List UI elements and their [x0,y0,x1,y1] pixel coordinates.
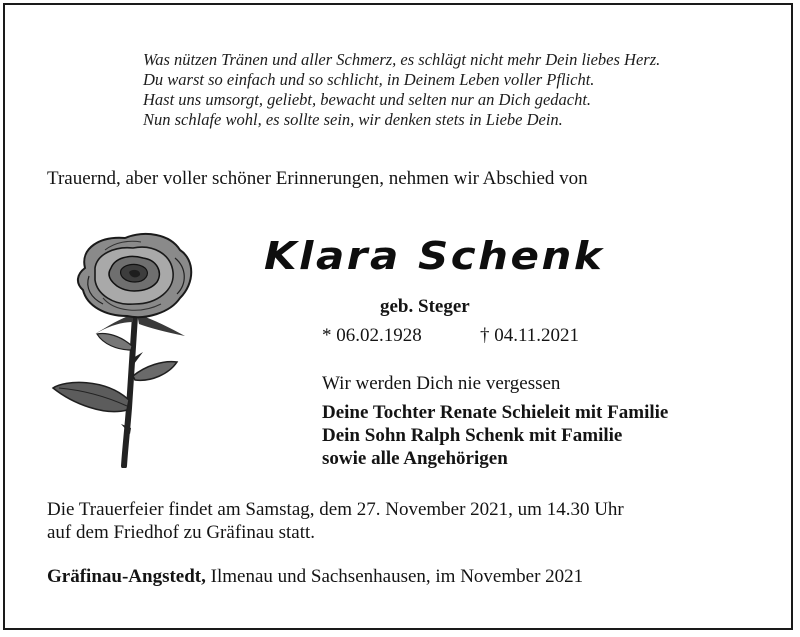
intro-text: Trauernd, aber voller schöner Erinnerungen, nehmen wir Abschied von [47,168,588,189]
rose-icon [45,228,205,468]
deceased-name: Klara Schenk [264,233,605,279]
poem-line: Du warst so einfach und so schlicht, in Deinem Leben voller Pflicht. [143,70,595,89]
funeral-info [47,498,624,544]
poem [143,50,783,130]
poem-line: Hast uns umsorgt, geliebt, bewacht und selten nur an Dich gedacht. [143,90,592,109]
place-rest: Ilmenau und Sachsenhausen, im November 2021 [205,566,584,587]
poem-line: Nun schlafe wohl, es sollte sein, wir denken stets in Liebe Dein. [143,110,563,129]
funeral-line: auf dem Friedhof zu Gräfinau statt. [47,522,316,543]
place-bold: Gräfinau-Angstedt, [47,566,206,587]
mourners-heading: Wir werden Dich nie vergessen [322,373,561,394]
poem-line: Was nützen Tränen und aller Schmerz, es schlägt nicht mehr Dein liebes Herz. [143,50,661,69]
mourner-line: sowie alle Angehörigen [322,448,508,469]
mourner-line: Deine Tochter Renate Schieleit mit Familie [322,402,669,423]
maiden-name: geb. Steger [380,296,470,317]
death-date: † 04.11.2021 [480,325,580,346]
mourner-line: Dein Sohn Ralph Schenk mit Familie [322,425,623,446]
birth-date: * 06.02.1928 [322,325,422,346]
funeral-line: Die Trauerfeier findet am Samstag, dem 27. November 2021, um 14.30 Uhr [47,499,624,520]
place-date [47,566,583,588]
